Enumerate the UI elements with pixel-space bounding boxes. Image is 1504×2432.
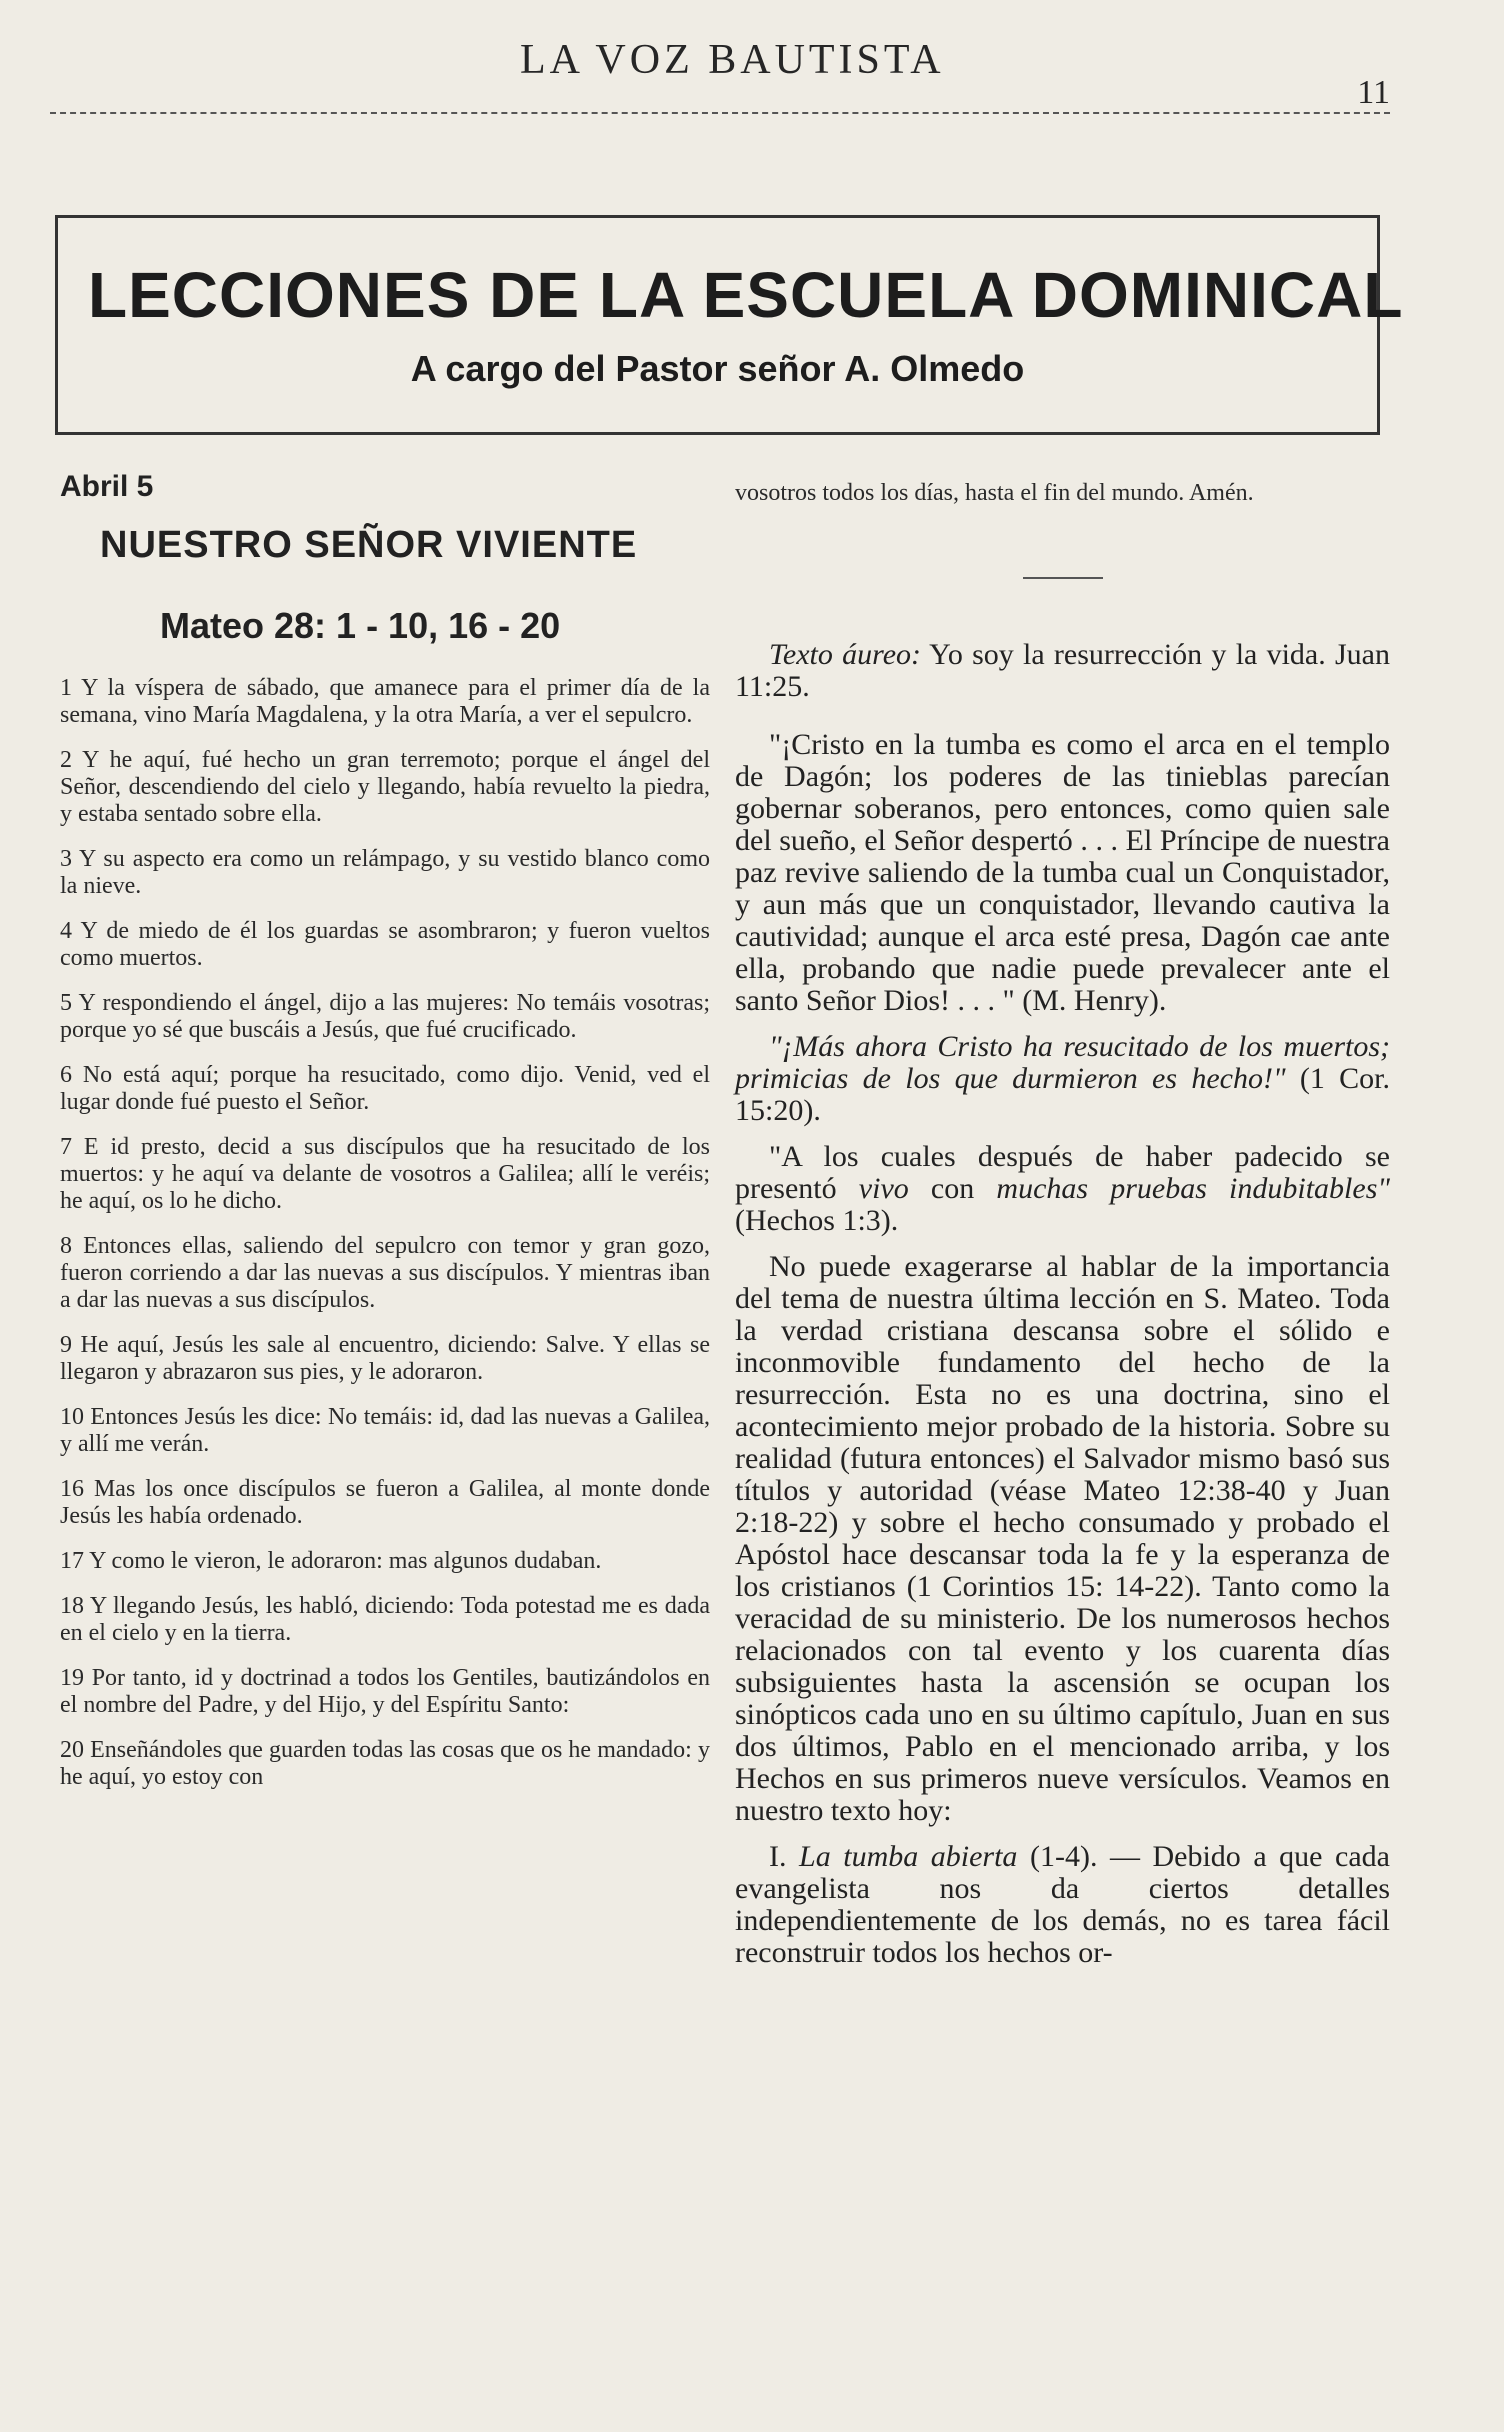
- verse: 4 Y de miedo de él los guardas se asombraron; y fueron vueltos como muertos.: [60, 918, 710, 971]
- quote-acts-italic-1: vivo: [858, 1172, 909, 1205]
- point-one-text: (1-4). — Debido a que cada evangelista nos da ciertos detalles independientemente de los demás, no es tarea fácil reconstruir todos los hechos or-: [735, 1840, 1390, 1969]
- scripture-reference: Mateo 28: 1 - 10, 16 - 20: [160, 605, 561, 646]
- verse: 5 Y respondiendo el ángel, dijo a las mujeres: No temáis vosotras; porque yo sé que buscáis a Jesús, que fué crucificado.: [60, 990, 710, 1043]
- golden-text-body: Yo soy la resurrección y la vida. Juan 11:25.: [735, 638, 1390, 703]
- quote-henry: "¡Cristo en la tumba es como el arca en el templo de Dagón; los poderes de las tinieblas parecían gobernar soberanos, pero entonces, como quien sale del sueño, el Señor despertó . . . El Príncipe de nuestra paz revive saliendo de la tumba cual un Conquistador, y aun más que un conquistador, llevando cautiva la cautividad; aunque el arca esté presa, Dagón cae ante ella, probando que nadie puede prevalecer ante el santo Señor Dios! . . . " (M. Henry).: [735, 728, 1390, 1017]
- masthead: LA VOZ BAUTISTA: [520, 37, 945, 83]
- verse: 2 Y he aquí, fué hecho un gran terremoto; porque el ángel del Señor, descendiendo del cielo y llegando, había revuelto la piedra, y estaba sentado sobre ella.: [60, 747, 710, 827]
- separator-rule: [1023, 577, 1103, 579]
- point-one-title: La tumba abierta: [799, 1840, 1018, 1873]
- quote-acts-ref: (Hechos 1:3).: [735, 1204, 899, 1237]
- section-subtitle: A cargo del Pastor señor A. Olmedo: [410, 348, 1025, 389]
- section-banner: [55, 215, 1404, 435]
- verse: 3 Y su aspecto era como un relámpago, y su vestido blanco como la nieve.: [60, 846, 710, 899]
- page-header: [40, 36, 1390, 116]
- golden-text-label: Texto áureo:: [769, 638, 922, 671]
- verse-list: [60, 675, 710, 1791]
- verse-continuation: vosotros todos los días, hasta el fin del mundo. Amén.: [735, 480, 1254, 506]
- lesson-title: NUESTRO SEÑOR VIVIENTE: [100, 524, 638, 566]
- verse: 8 Entonces ellas, saliendo del sepulcro con temor y gran gozo, fueron corriendo a dar las nuevas a sus discípulos. Y mientras iban a dar las nuevas a sus discípulos.: [60, 1233, 710, 1313]
- quote-acts-a: "A los cuales después de haber padecido se presentó: [735, 1140, 1390, 1205]
- verse: 20 Enseñándoles que guarden todas las cosas que os he mandado: y he aquí, yo estoy con: [60, 1737, 710, 1790]
- page-number: 11: [1357, 74, 1390, 111]
- quote-corinthians-text: "¡Más ahora Cristo ha resucitado de los muertos; primicias de los que durmieron es hecho!": [735, 1030, 1390, 1095]
- verse: 7 E id presto, decid a sus discípulos que ha resucitado de los muertos: y he aquí va delante de vosotros a Galilea; allí le veréis; he aquí, os lo he dicho.: [60, 1134, 710, 1214]
- quote-acts-b: con: [908, 1172, 997, 1205]
- verse: 10 Entonces Jesús les dice: No temáis: id, dad las nuevas a Galilea, y allí me verán.: [60, 1404, 710, 1457]
- verse: 6 No está aquí; porque ha resucitado, como dijo. Venid, ved el lugar donde fué puesto el Señor.: [60, 1062, 710, 1115]
- header-rule: [50, 112, 1390, 114]
- verse: 17 Y como le vieron, le adoraron: mas algunos dudaban.: [60, 1548, 602, 1574]
- commentary-paragraph: No puede exagerarse al hablar de la importancia del tema de nuestra última lección en S. Mateo. Toda la verdad cristiana descansa sobre el sólido e inconmovible fundamento del hecho de la resurrección. Esta no es una doctrina, sino el acontecimiento mejor probado de la historia. Sobre su realidad (futura entonces) el Salvador mismo basó sus títulos y autoridad (véase Mateo 12:38-40 y Juan 2:18-22) y sobre el hecho consumado y probado el Apóstol hace descansar toda la fe y la esperanza de los cristianos (1 Corintios 15: 14-22). Tanto como la veracidad de su ministerio. De los numerosos hechos relacionados con tal evento y los cuarenta días subsiguientes hasta la ascensión se ocupan los sinópticos cada uno en su último capítulo, Juan en sus dos últimos, Pablo en el mencionado arriba, y los Hechos en sus primeros nueve versículos. Veamos en nuestro texto hoy:: [735, 1250, 1390, 1827]
- verse: 19 Por tanto, id y doctrinad a todos los Gentiles, bautizándolos en el nombre del Padre, y del Hijo, y del Espíritu Santo:: [60, 1665, 710, 1718]
- point-one: [735, 1841, 1390, 1969]
- verse: 18 Y llegando Jesús, les habló, diciendo: Toda potestad me es dada en el cielo y en la tierra.: [60, 1593, 710, 1646]
- quote-acts-italic-2: muchas pruebas indubitables": [996, 1172, 1390, 1205]
- quote-corinthians-ref: (1 Cor. 15:20).: [735, 1062, 1390, 1127]
- golden-text: [735, 639, 1390, 703]
- verse: 1 Y la víspera de sábado, que amanece para el primer día de la semana, vino María Magdalena, y la otra María, a ver el sepulcro.: [60, 675, 710, 728]
- lesson-date: Abril 5: [60, 470, 154, 503]
- quote-corinthians: [735, 1031, 1390, 1127]
- left-column: [60, 460, 710, 1809]
- point-one-number: I.: [769, 1840, 800, 1873]
- verse: 9 He aquí, Jesús les sale al encuentro, diciendo: Salve. Y ellas se llegaron y abrazaron sus pies, y le adoraron.: [60, 1332, 710, 1385]
- section-title: LECCIONES DE LA ESCUELA DOMINICAL: [88, 259, 1404, 331]
- quote-acts: [735, 1141, 1390, 1237]
- right-column: [735, 480, 1390, 1983]
- verse: 16 Mas los once discípulos se fueron a Galilea, al monte donde Jesús les había ordenado.: [60, 1476, 710, 1529]
